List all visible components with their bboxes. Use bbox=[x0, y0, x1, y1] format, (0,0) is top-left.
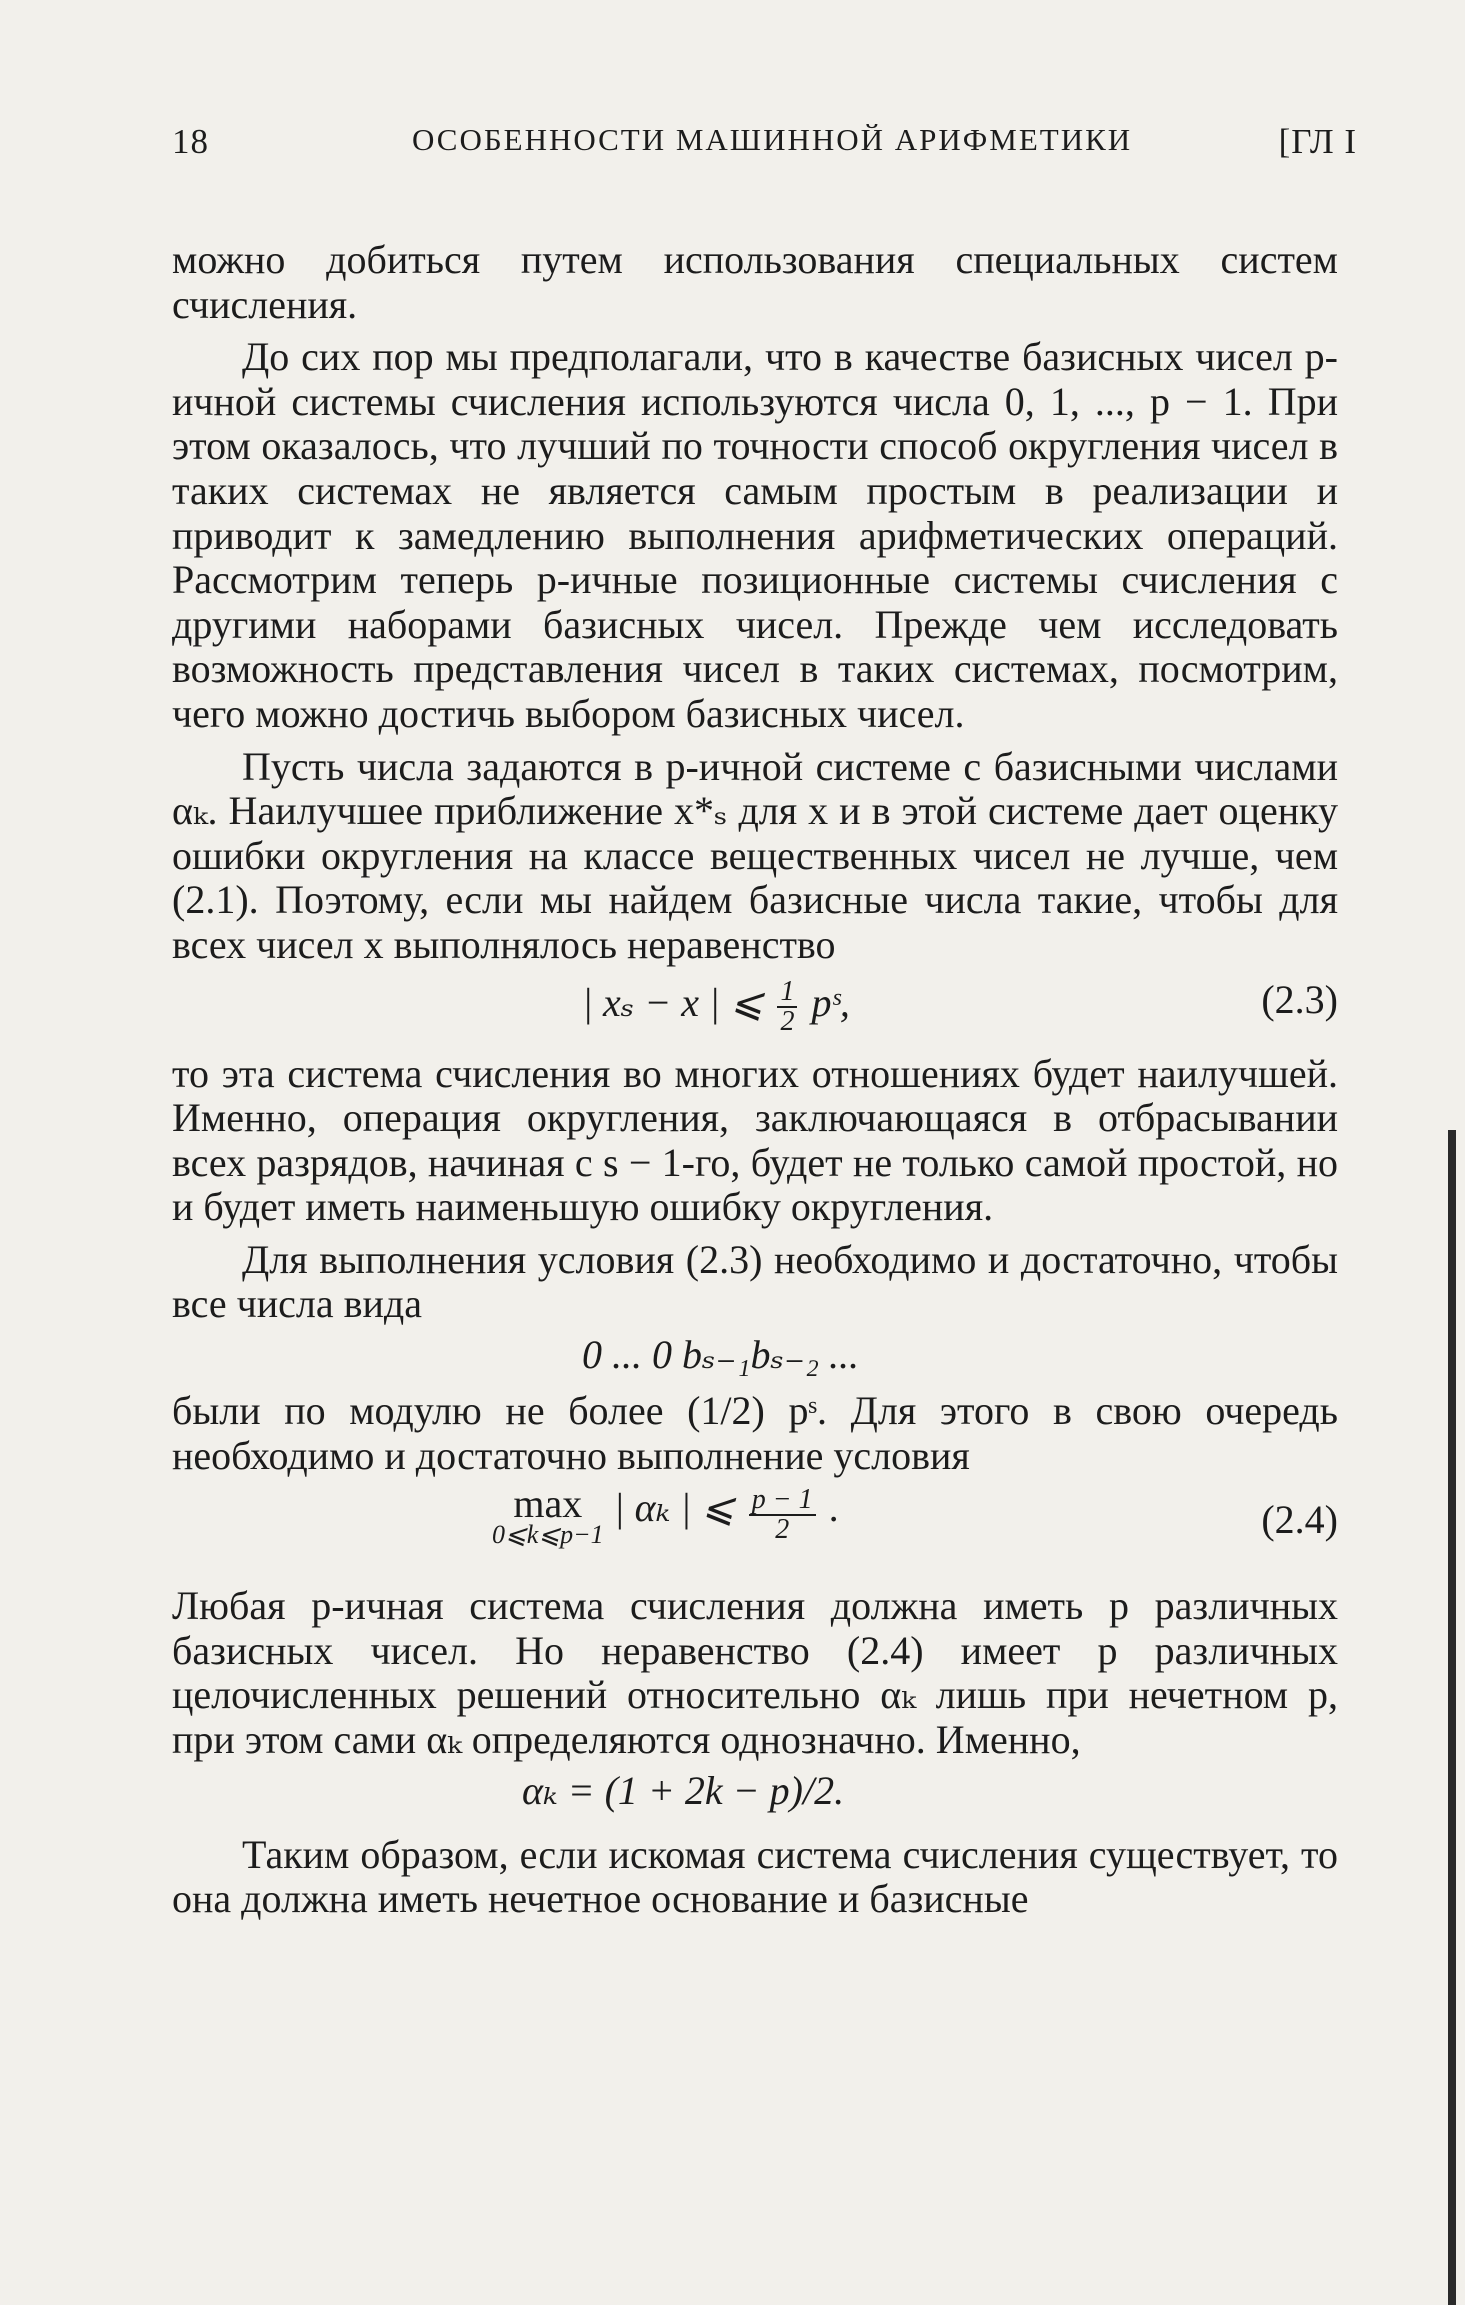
formula-2-3-rhs: pˢ, bbox=[811, 979, 850, 1025]
formula-2-4 bbox=[172, 1481, 1338, 1572]
digit-form bbox=[172, 1333, 1338, 1383]
equation-number-2-3: (2.3) bbox=[1261, 976, 1338, 1022]
digit-form-expression: 0 ... 0 bₛ₋₁bₛ₋₂ ... bbox=[582, 1332, 859, 1378]
body-text bbox=[172, 238, 1338, 1922]
alpha-formula-expression: αₖ = (1 + 2k − p)/2. bbox=[522, 1767, 845, 1813]
fraction-denominator: 2 bbox=[775, 1514, 790, 1546]
formula-2-3 bbox=[172, 975, 1338, 1040]
scan-edge-shadow bbox=[1448, 1130, 1456, 2305]
paragraph-4: то эта система счисления во многих отношениях будет наилучшей. Именно, операция округления, заключающаяся в отбрасывании всех разрядов, начиная с s − 1-го, будет не только самой простой, но и будет иметь наименьшую ошибку округления. bbox=[172, 1050, 1338, 1230]
fraction-numerator: p − 1 bbox=[749, 1486, 816, 1516]
formula-2-4-body: | αₖ | ⩽ bbox=[613, 1485, 735, 1531]
formula-2-4-fraction bbox=[749, 1486, 816, 1544]
paragraph-5: Для выполнения условия (2.3) необходимо и достаточно, чтобы все числа вида bbox=[172, 1236, 1338, 1327]
equation-number-2-4: (2.4) bbox=[1261, 1497, 1338, 1543]
max-limits: 0⩽k⩽p−1 bbox=[492, 1520, 604, 1550]
paragraph-1: можно добиться путем использования специальных систем счисления. bbox=[172, 237, 1338, 327]
chapter-label: [ГЛ I bbox=[1278, 122, 1357, 161]
page-header bbox=[172, 122, 1357, 172]
formula-2-4-end: . bbox=[829, 1485, 840, 1531]
fraction-denominator: 2 bbox=[780, 1005, 795, 1037]
page-number: 18 bbox=[172, 122, 209, 161]
paragraph-8: Таким образом, если искомая система счисления существует, то она должна иметь нечетное основание и базисные bbox=[172, 1831, 1338, 1922]
paragraph-2: До сих пор мы предполагали, что в качестве базисных чисел p-ичной системы счисления используются числа 0, 1, ..., p − 1. При этом оказалось, что лучший по точности способ округления чисел в таких системах не является самым простым в реализации и приводит к замедлению выполнения арифметических операций. Рассмотрим теперь p-ичные позиционные системы счисления с другими наборами базисных чисел. Прежде чем исследовать возможность представления чисел в таких системах, посмотрим, чего можно достичь выбором базисных чисел. bbox=[172, 334, 1338, 736]
max-label: max bbox=[513, 1481, 583, 1527]
running-title: ОСОБЕННОСТИ МАШИННОЙ АРИФМЕТИКИ bbox=[412, 122, 1133, 157]
formula-2-3-fraction bbox=[777, 975, 797, 1037]
paragraph-7: Любая p-ичная система счисления должна иметь p различных базисных чисел. Но неравенство (2.4) имеет p различных целочисленных решений относительно αₖ лишь при нечетном p, при этом сами αₖ определяются однозначно. Именно, bbox=[172, 1583, 1338, 1763]
paragraph-3: Пусть числа задаются в p-ичной системе с базисными числами αₖ. Наилучшее приближение x*ₛ для x и в этой системе дает оценку ошибки округления на классе вещественных чисел не лучше, чем (2.1). Поэтому, если мы найдем базисные числа такие, чтобы для всех чисел x выполнялось неравенство bbox=[172, 743, 1338, 967]
fraction-numerator: 1 bbox=[777, 978, 797, 1008]
formula-2-3-lhs: | xₛ − x | ⩽ bbox=[582, 979, 764, 1025]
alpha-formula bbox=[172, 1769, 1338, 1821]
paragraph-6: были по модулю не более (1/2) pˢ. Для этого в свою очередь необходимо и достаточно выполнение условия bbox=[172, 1388, 1338, 1478]
max-operator bbox=[492, 1481, 604, 1550]
